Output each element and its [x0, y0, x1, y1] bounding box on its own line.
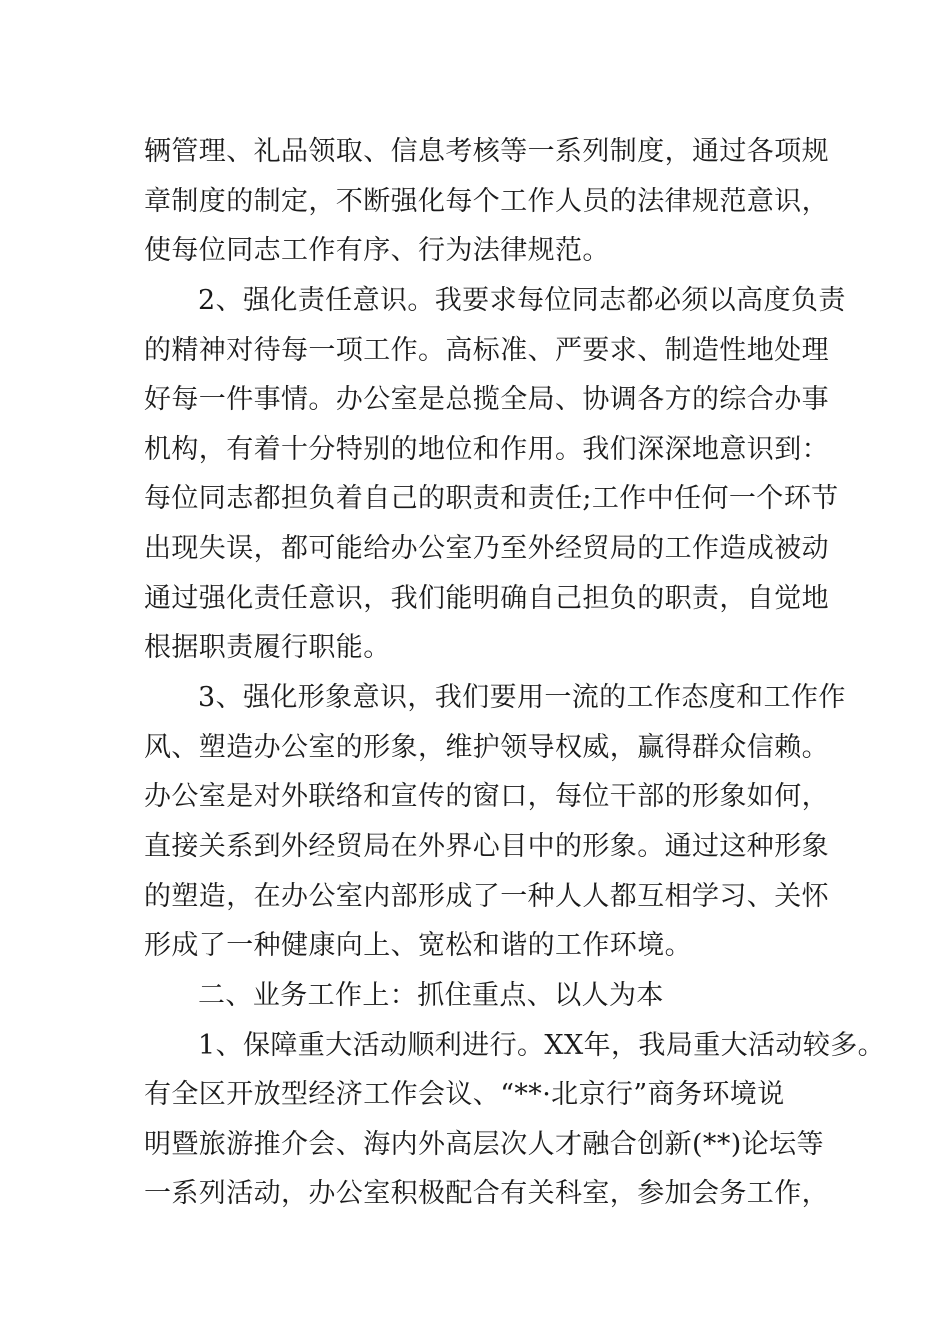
text-line: 明暨旅游推介会、海内外高层次人才融合创新(**)论坛等: [144, 1128, 824, 1160]
text-line: 好每一件事情。办公室是总揽全局、协调各方的综合办事: [144, 384, 829, 416]
text-line: 通过强化责任意识，我们能明确自己担负的职责，自觉地: [144, 582, 829, 614]
text-line: 出现失误，都可能给办公室乃至外经贸局的工作造成被动: [144, 533, 829, 565]
text-line: 形成了一种健康向上、宽松和谐的工作环境。: [144, 930, 692, 962]
paragraph-first-line: 1、保障重大活动顺利进行。XX年，我局重大活动较多。: [198, 1029, 886, 1061]
text-line: 机构，有着十分特别的地位和作用。我们深深地意识到：: [144, 433, 829, 465]
text-line: 的精神对待每一项工作。高标准、严要求、制造性地处理: [144, 334, 829, 366]
paragraph-first-line: 3、强化形象意识，我们要用一流的工作态度和工作作: [198, 682, 846, 714]
text-line: 每位同志都担负着自己的职责和责任;工作中任何一个环节: [144, 483, 839, 515]
text-line: 直接关系到外经贸局在外界心目中的形象。通过这种形象: [144, 830, 829, 862]
paragraph-first-line: 2、强化责任意识。我要求每位同志都必须以高度负责: [198, 284, 846, 316]
text-line: 根据职责履行职能。: [144, 632, 391, 664]
text-line: 风、塑造办公室的形象，维护领导权威，赢得群众信赖。: [144, 731, 829, 763]
text-line: 一系列活动，办公室积极配合有关科室，参加会务工作，: [144, 1178, 829, 1210]
document-body: [144, 127, 886, 1219]
paragraph-first-line: 二、业务工作上：抓住重点、以人为本: [198, 979, 664, 1011]
text-line: 的塑造，在办公室内部形成了一种人人都互相学习、关怀: [144, 880, 829, 912]
text-line: 使每位同志工作有序、行为法律规范。: [144, 235, 610, 267]
text-line: 章制度的制定，不断强化每个工作人员的法律规范意识，: [144, 185, 829, 217]
text-line: 有全区开放型经济工作会议、“**·北京行”商务环境说: [144, 1079, 785, 1111]
text-line: 办公室是对外联络和宣传的窗口，每位干部的形象如何，: [144, 781, 829, 813]
text-line: 辆管理、礼品领取、信息考核等一系列制度，通过各项规: [144, 136, 829, 167]
